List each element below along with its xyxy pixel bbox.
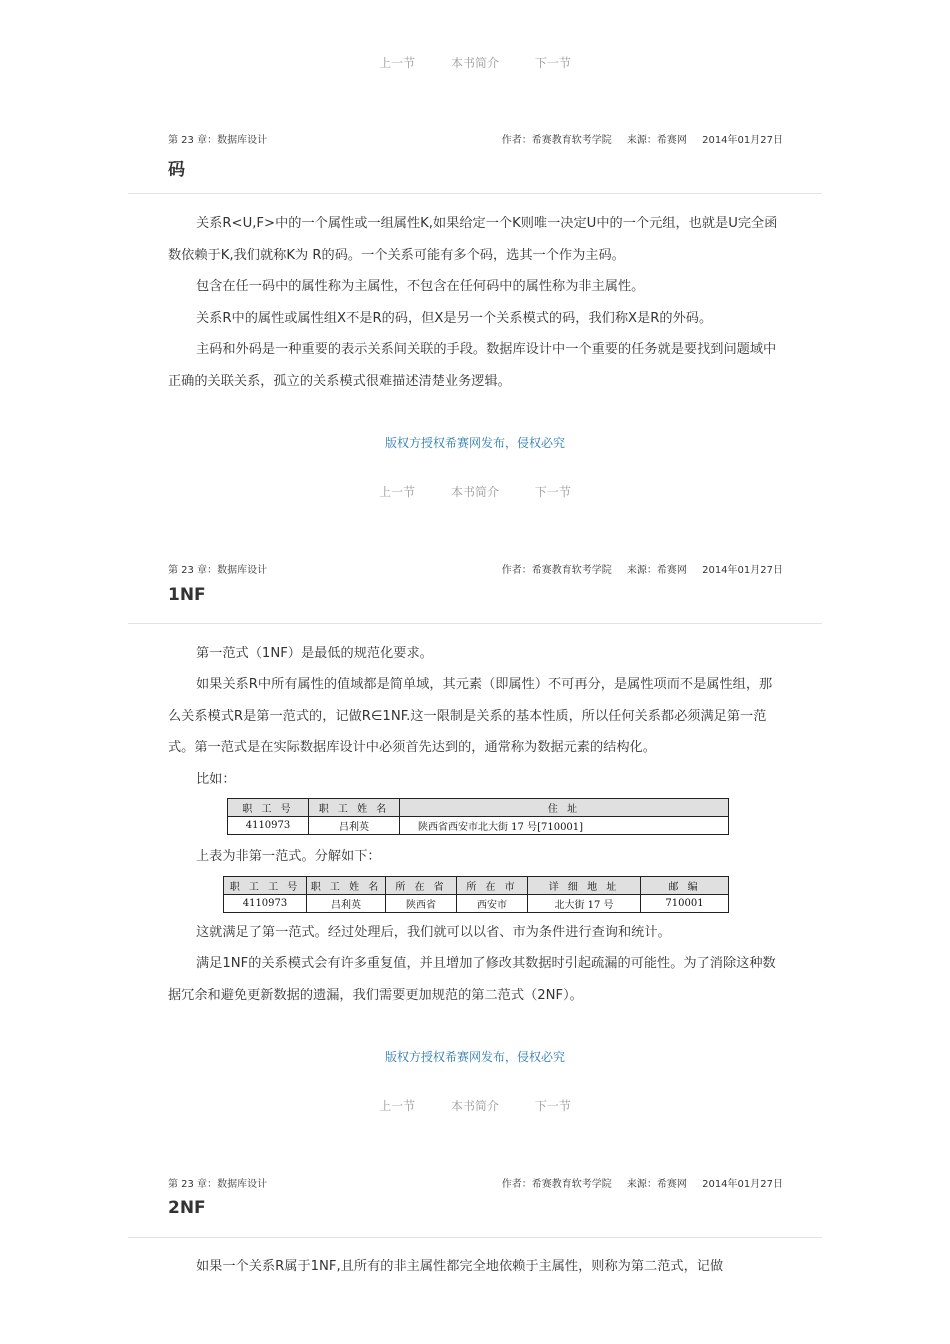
prev-link[interactable]: 上一节 xyxy=(379,56,416,70)
table-cell: 710001 xyxy=(641,895,729,913)
copyright-notice: 版权方授权希赛网发布，侵权必究 xyxy=(384,436,565,450)
paragraph: 这就满足了第一范式。经过处理后，我们就可以以省、市为条件进行查询和统计。 xyxy=(196,925,671,940)
divider xyxy=(128,193,822,194)
chapter-label: 第 23 章：数据库设计 xyxy=(168,1179,268,1190)
table-cell: 西安市 xyxy=(457,895,528,913)
nav-bar xyxy=(0,483,950,500)
table-cell: 吕利英 xyxy=(307,895,386,913)
author-label: 作者：希赛教育软考学院 xyxy=(501,1179,612,1190)
top-nav xyxy=(0,54,950,71)
section-title: 码 xyxy=(168,160,185,180)
divider xyxy=(128,623,822,624)
paragraph: 上表为非第一范式。分解如下： xyxy=(196,849,381,864)
prev-link[interactable]: 上一节 xyxy=(379,1099,416,1113)
source-label: 来源：希赛网 xyxy=(626,1179,687,1190)
next-link[interactable]: 下一节 xyxy=(534,485,571,499)
table-header: 住 址 xyxy=(400,799,729,817)
nav-bar xyxy=(0,1097,950,1114)
table-cell: 陕西省西安市北大街 17 号[710001] xyxy=(400,817,729,835)
table-cell: 4110973 xyxy=(224,895,307,913)
copyright-notice: 版权方授权希赛网发布，侵权必究 xyxy=(384,1050,565,1064)
table-cell: 陕西省 xyxy=(386,895,457,913)
next-link[interactable]: 下一节 xyxy=(534,56,571,70)
table-header: 所 在 省 xyxy=(386,877,457,895)
1nf-table xyxy=(223,876,729,913)
paragraph: 包含在任一码中的属性称为主属性，不包含在任何码中的属性称为非主属性。 xyxy=(196,279,645,294)
table-header: 职 工 号 xyxy=(228,799,309,817)
paragraph: 比如： xyxy=(196,772,236,787)
table-header: 职 工 姓 名 xyxy=(307,877,386,895)
chapter-label: 第 23 章：数据库设计 xyxy=(168,135,268,146)
table-header: 详 细 地 址 xyxy=(528,877,641,895)
table-cell: 4110973 xyxy=(228,817,309,835)
date-label: 2014年01月27日 xyxy=(702,135,783,146)
intro-link[interactable]: 本书简介 xyxy=(450,485,499,499)
chapter-label: 第 23 章：数据库设计 xyxy=(168,565,268,576)
source-label: 来源：希赛网 xyxy=(626,135,687,146)
paragraph: 关系R<U,F>中的一个属性或一组属性K,如果给定一个K则唯一决定U中的一个元组，也就是U完全函数依赖于K,我们就称K为 R的码。一个关系可能有多个码，选其一个作为主码。 xyxy=(168,216,778,263)
intro-link[interactable]: 本书简介 xyxy=(450,56,499,70)
prev-link[interactable]: 上一节 xyxy=(379,485,416,499)
author-label: 作者：希赛教育软考学院 xyxy=(501,135,612,146)
section-title: 1NF xyxy=(168,585,206,605)
non-1nf-table xyxy=(227,798,729,835)
paragraph: 满足1NF的关系模式会有许多重复值，并且增加了修改其数据时引起疏漏的可能性。为了消除这种数据冗余和避免更新数据的遗漏，我们需要更加规范的第二范式（2NF）。 xyxy=(168,956,776,1003)
author-label: 作者：希赛教育软考学院 xyxy=(501,565,612,576)
table-header: 所 在 市 xyxy=(457,877,528,895)
paragraph: 如果一个关系R属于1NF,且所有的非主属性都完全地依赖于主属性，则称为第二范式，记做 xyxy=(196,1259,724,1274)
intro-link[interactable]: 本书简介 xyxy=(450,1099,499,1113)
section-title: 2NF xyxy=(168,1198,206,1218)
paragraph: 如果关系R中所有属性的值域都是简单域，其元素（即属性）不可再分，是属性项而不是属性组，那么关系模式R是第一范式的，记做R∈1NF.这一限制是关系的基本性质，所以任何关系都必须满足第一范式。第一范式是在实际数据库设计中必须首先达到的，通常称为数据元素的结构化。 xyxy=(168,677,773,755)
date-label: 2014年01月27日 xyxy=(702,1179,783,1190)
divider xyxy=(128,1237,822,1238)
source-label: 来源：希赛网 xyxy=(626,565,687,576)
table-cell: 北大街 17 号 xyxy=(528,895,641,913)
table-header: 邮 编 xyxy=(641,877,729,895)
paragraph: 第一范式（1NF）是最低的规范化要求。 xyxy=(196,646,433,661)
table-header: 职 工 姓 名 xyxy=(309,799,400,817)
paragraph: 关系R中的属性或属性组X不是R的码，但X是另一个关系模式的码，我们称X是R的外码。 xyxy=(196,311,713,326)
paragraph: 主码和外码是一种重要的表示关系间关联的手段。数据库设计中一个重要的任务就是要找到问题域中正确的关联关系，孤立的关系模式很难描述清楚业务逻辑。 xyxy=(168,342,777,389)
next-link[interactable]: 下一节 xyxy=(534,1099,571,1113)
table-header: 职 工 工 号 xyxy=(224,877,307,895)
table-cell: 吕利英 xyxy=(309,817,400,835)
date-label: 2014年01月27日 xyxy=(702,565,783,576)
